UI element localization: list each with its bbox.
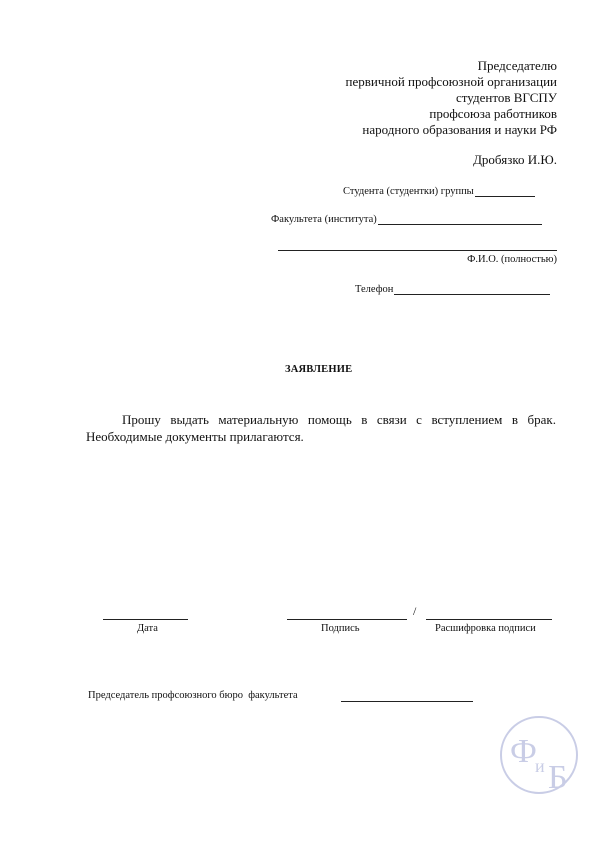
group-field: [343, 185, 535, 197]
document-title: ЗАЯВЛЕНИЕ: [285, 364, 353, 375]
svg-text:Ф: Ф: [510, 733, 537, 770]
signature-line[interactable]: [287, 619, 407, 620]
watermark-logo: [498, 714, 580, 796]
chairman-label: Председатель профсоюзного бюро факультета: [88, 690, 298, 701]
addressee-line-3: студентов ВГСПУ: [456, 90, 557, 105]
addressee-line-4: профсоюза работников: [429, 106, 557, 121]
svg-text:и: и: [535, 756, 545, 776]
group-blank[interactable]: [475, 185, 535, 197]
decoding-caption: Расшифровка подписи: [435, 623, 536, 634]
chairman-signature-line[interactable]: [341, 701, 473, 702]
phone-blank[interactable]: [394, 283, 550, 295]
date-caption: Дата: [137, 623, 158, 634]
addressee-line-2: первичной профсоюзной организации: [345, 74, 557, 89]
addressee-name: Дробязко И.Ю.: [473, 152, 557, 167]
group-label: Студента (студентки) группы: [343, 186, 474, 197]
svg-text:Б: Б: [548, 759, 568, 796]
addressee-line-5: народного образования и науки РФ: [362, 122, 557, 137]
addressee-line-1: Председателю: [477, 58, 557, 73]
date-line[interactable]: [103, 619, 188, 620]
fio-blank-line[interactable]: [278, 250, 557, 251]
faculty-label: Факультета (института): [271, 214, 377, 225]
fio-caption: Ф.И.О. (полностью): [467, 254, 557, 265]
phone-label: Телефон: [355, 284, 394, 295]
decoding-line[interactable]: [426, 619, 552, 620]
faculty-field: [271, 213, 542, 225]
signature-caption: Подпись: [321, 623, 360, 634]
phone-field: [355, 283, 550, 295]
faculty-blank[interactable]: [378, 213, 542, 225]
document-body: Прошу выдать материальную помощь в связи с вступлением в брак. Необходимые документы прилагаются.: [86, 412, 556, 444]
signature-separator: /: [413, 604, 417, 618]
